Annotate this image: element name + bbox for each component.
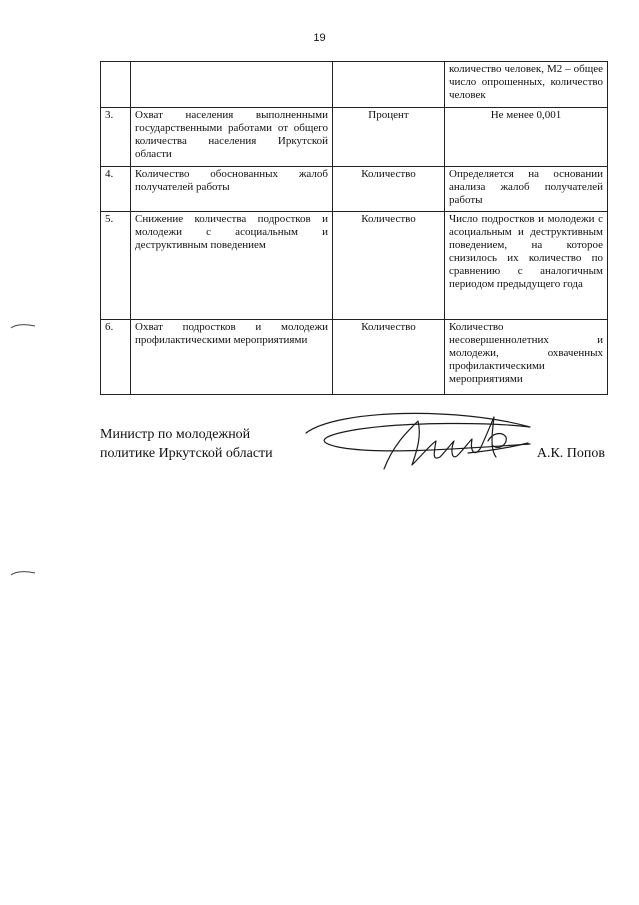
page-number: 19 [313,32,326,44]
table-row [101,62,608,108]
table-row [101,212,608,320]
signatory-name: А.К. Попов [536,446,605,461]
row-number: 3. [101,108,131,167]
unit-of-measure: Количество [333,212,445,320]
indicator-name: Снижение количества подростков и молодежи с асоциальным и деструктивным поведением [131,212,333,320]
unit-of-measure: Процент [333,108,445,167]
handwritten-signature [298,403,548,483]
calculation-method: Количество несовершеннолетних и молодежи, охваченных профилактическими мероприятиями [445,320,608,395]
indicator-name: Охват населения выполненными государственными работами от общего количества населения Иркутской области [131,108,333,167]
indicator-name: Количество обоснованных жалоб получателей работы [131,167,333,212]
scan-margin-mark [10,323,36,329]
table-row [101,108,608,167]
row-number [101,62,131,108]
signatory-position-line-2: политике Иркутской области [100,446,273,461]
unit-of-measure [333,62,445,108]
indicator-name: Охват подростков и молодежи профилактическими мероприятиями [131,320,333,395]
row-number: 5. [101,212,131,320]
unit-of-measure: Количество [333,320,445,395]
unit-of-measure: Количество [333,167,445,212]
row-number: 4. [101,167,131,212]
table-row [101,320,608,395]
calculation-method: Определяется на основании анализа жалоб получателей работы [445,167,608,212]
table-row [101,167,608,212]
row-number: 6. [101,320,131,395]
indicator-value: Не менее 0,001 [445,108,608,167]
indicators-table [100,61,608,395]
calculation-method: количество человек, М2 – общее число опрошенных, количество человек [445,62,608,108]
signatory-position-line-1: Министр по молодежной [100,427,251,442]
signature-block [100,425,605,485]
indicator-name [131,62,333,108]
calculation-method: Число подростков и молодежи с асоциальным и деструктивным поведением, на которое снизилось их количество по сравнению с аналогичным периодом предыдущего года [445,212,608,320]
scan-margin-mark [10,570,36,576]
